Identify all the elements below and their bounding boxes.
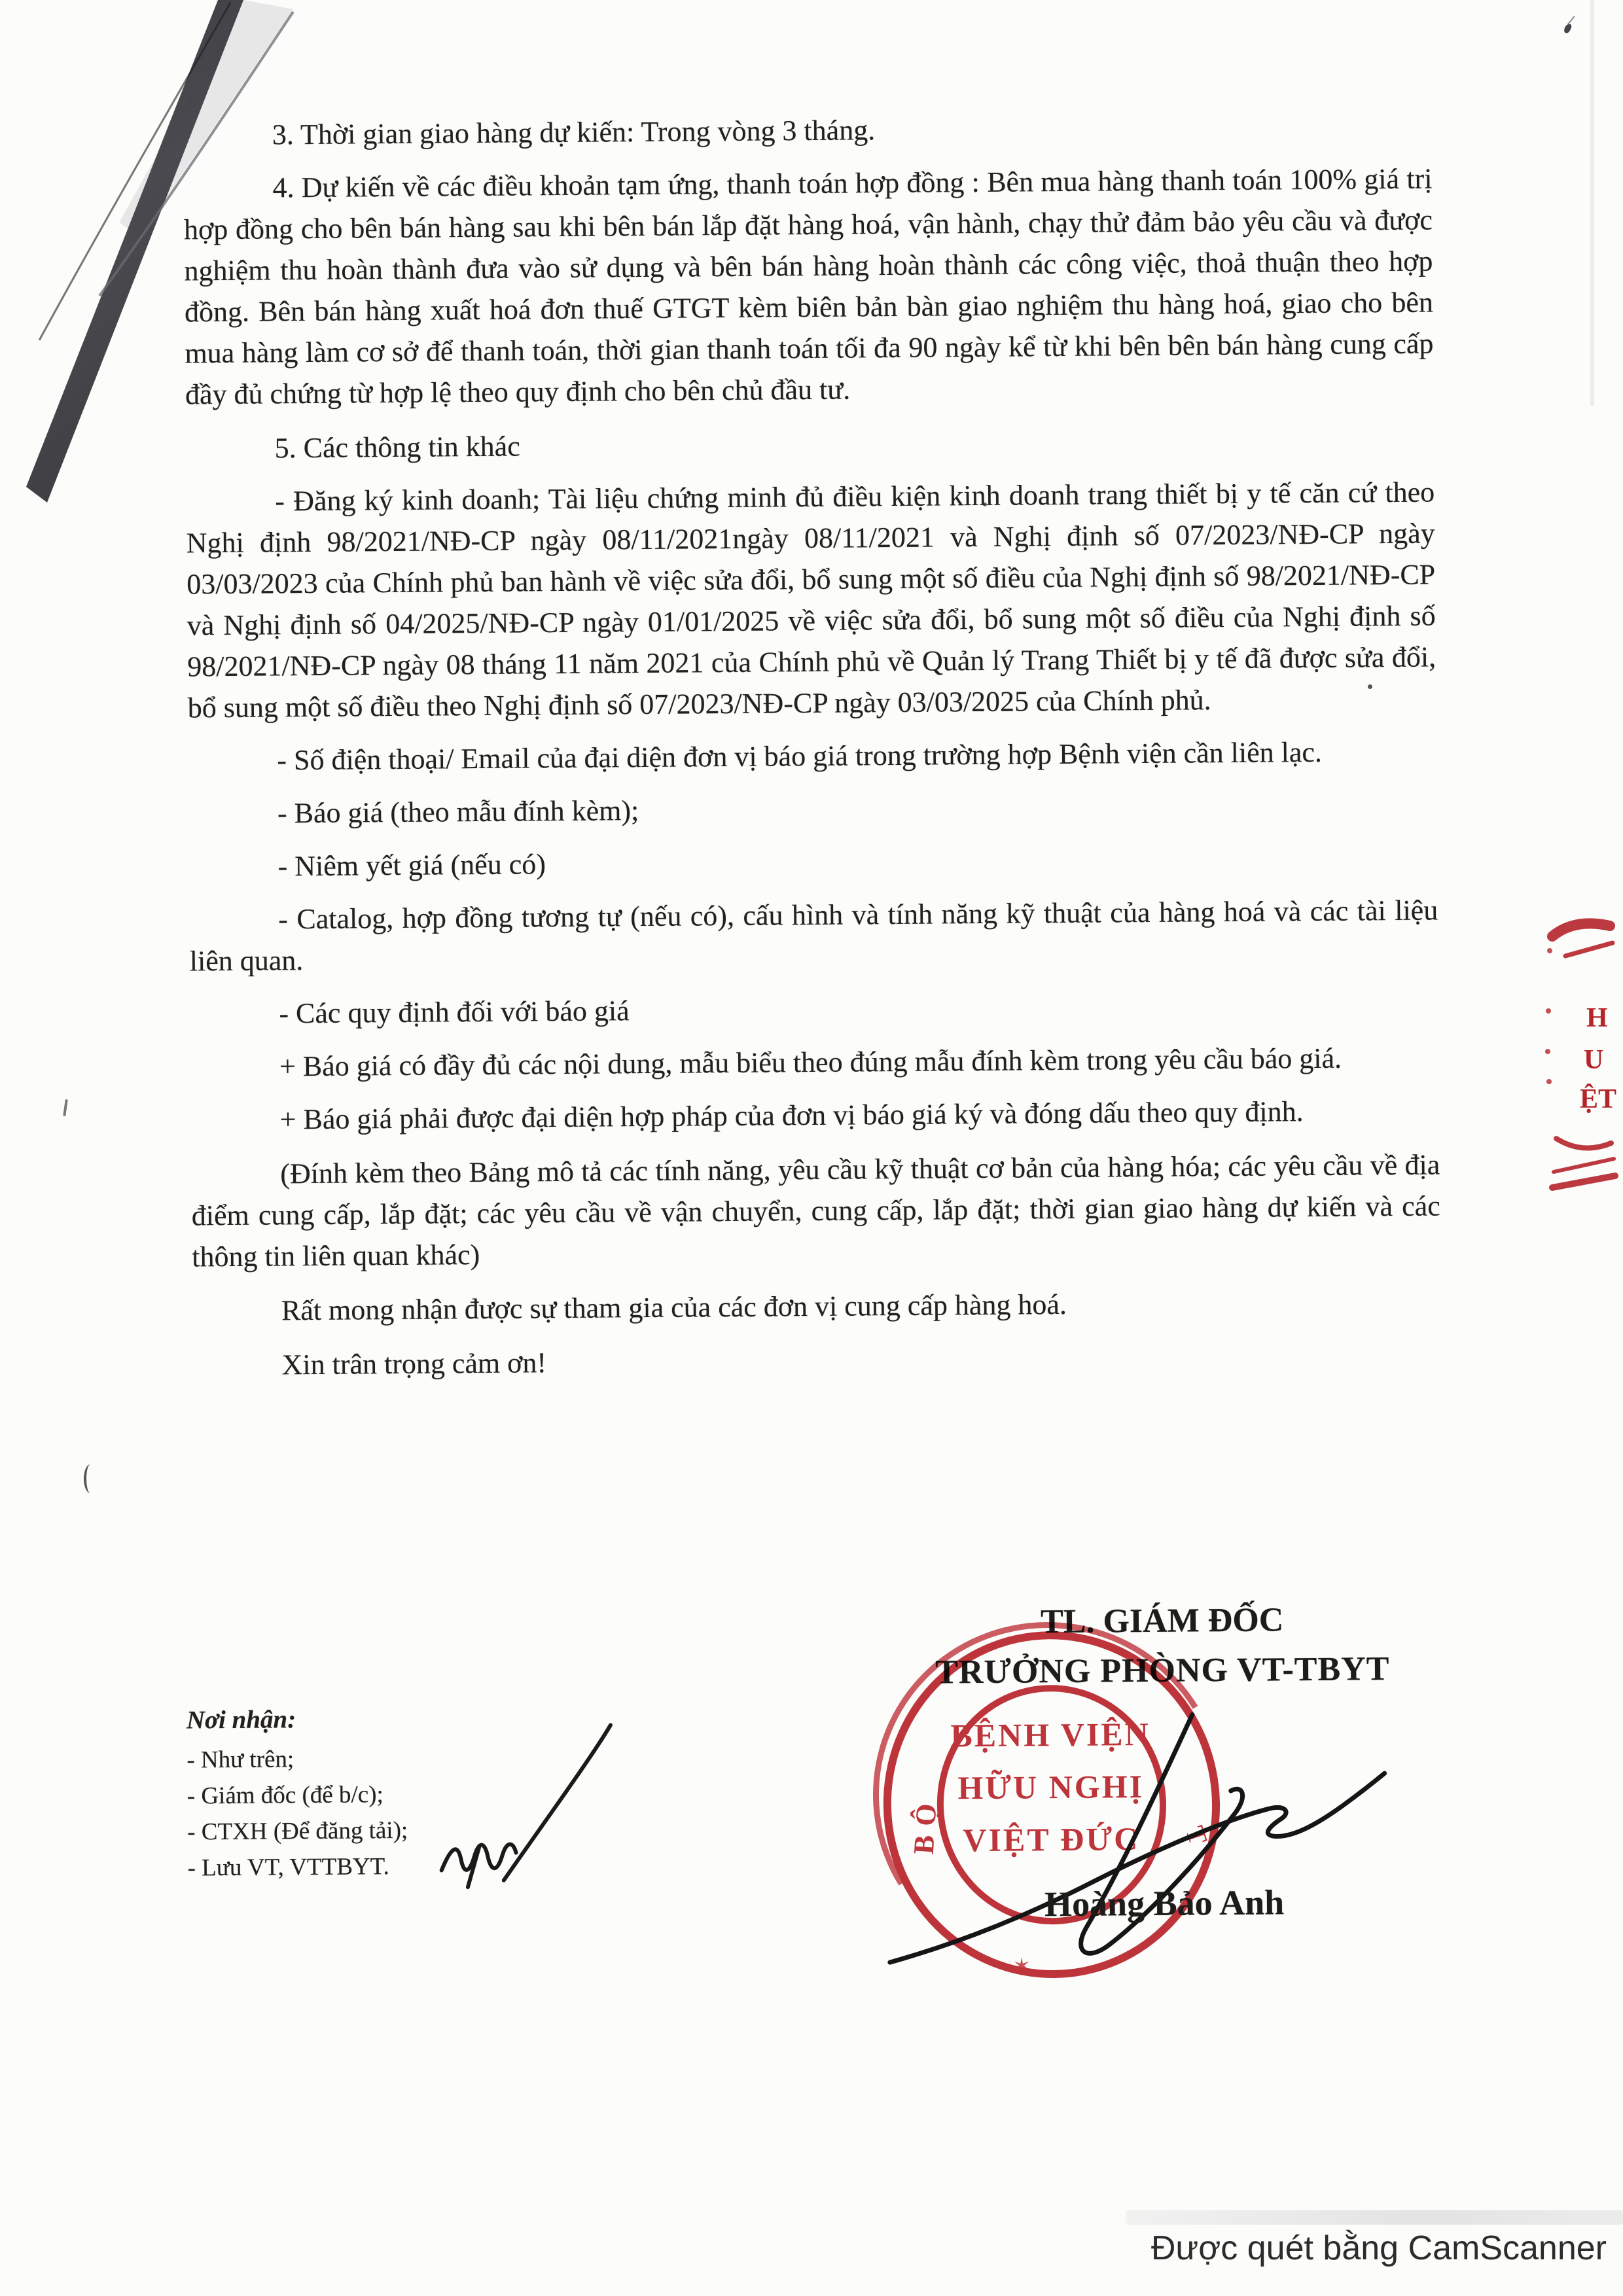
stamp-text-line1: BỆNH VIỆN xyxy=(950,1715,1150,1754)
stamp-ring-text-left: BỘ xyxy=(907,1793,944,1856)
paragraph-contact-info: - Số điện thoại/ Email của đại diện đơn vị báo giá trong trường hợp Bệnh viện cần liên lạc. xyxy=(277,735,1323,777)
handwritten-signature xyxy=(809,1677,1414,1989)
stamp-text-line2: HỮU NGHỊ xyxy=(957,1768,1145,1807)
edge-stamp-letter: U xyxy=(1584,1045,1604,1075)
recipient-item: - CTXH (Để đăng tải); xyxy=(187,1816,408,1846)
paragraph-thanks: Xin trân trọng cảm ơn! xyxy=(281,1347,547,1381)
signature-title-line2: TRƯỞNG PHÒNG VT-TBYT xyxy=(935,1650,1390,1691)
paragraph-attachment-note: (Đính kèm theo Bảng mô tả các tính năng, yêu cầu kỹ thuật cơ bản của hàng hóa; các yêu cầu về địa điểm cung cấp, lắp đặt; các yêu cầu về vận chuyển, cung cấp, lắp đặt; thời gian giao hàng dự kiến và các thông tin liên quan khác) xyxy=(191,1148,1440,1273)
section-other-info: 5. Các thông tin khác xyxy=(274,430,520,465)
stamp-star-mark: ✶ xyxy=(1012,1954,1031,1979)
edge-stamp-letter: H xyxy=(1586,1003,1608,1033)
letter-body xyxy=(183,105,1442,1398)
subbullet-signed-stamped: + Báo giá phải được đại diện hợp pháp của đơn vị báo giá ký và đóng dấu theo quy định. xyxy=(279,1095,1304,1136)
stamp-text-line3: VIỆT ĐỨC xyxy=(963,1820,1140,1859)
paragraph-invitation: Rất mong nhận được sự tham gia của các đơn vị cung cấp hàng hoá. xyxy=(281,1288,1067,1327)
bullet-quotation-rules: - Các quy định đối với báo giá xyxy=(279,995,630,1030)
scan-gray-streak xyxy=(1126,2210,1623,2225)
bullet-listed-price: - Niêm yết giá (nếu có) xyxy=(277,848,546,883)
recipient-item: - Lưu VT, VTTBYT. xyxy=(187,1853,389,1882)
recipients-header: Nơi nhận: xyxy=(186,1705,296,1735)
signature-title-line1: TL. GIÁM ĐỐC xyxy=(1040,1601,1284,1641)
paragraph-payment-terms: 4. Dự kiến về các điều khoản tạm ứng, thanh toán hợp đồng : Bên mua hàng thanh toán 100% giá trị hợp đồng cho bên bán hàng sau khi bên bán lắp đặt hàng hoá, vận hành, chạy thử đảm bảo yêu cầu và được nghiệm thu hoàn thành đưa vào sử dụng và bên bán hàng hoàn thành các công việc, thoả thuận theo hợp đồng. Bên bán hàng xuất hoá đơn thuế GTGT kèm biên bản bàn giao nghiệm thu hàng hoá, giao cho bên mua hàng làm cơ sở để thanh toán, thời gian thanh toán tối đa 90 ngày kể từ khi bên bên bán hàng cung cấp đầy đủ chứng từ hợp lệ theo quy định cho bên chủ đầu tư. xyxy=(183,162,1434,411)
edge-stamp-letter: ỆT xyxy=(1580,1084,1617,1114)
subbullet-full-content: + Báo giá có đầy đủ các nội dung, mẫu biểu theo đúng mẫu đính kèm trong yêu cầu báo giá. xyxy=(279,1042,1342,1083)
camscanner-credit: Được quét bằng CamScanner xyxy=(1150,2229,1607,2267)
paragraph-delivery-time: 3. Thời gian giao hàng dự kiến: Trong vòng 3 tháng. xyxy=(272,114,876,151)
bullet-catalog: - Catalog, hợp đồng tương tự (nếu có), cấu hình và tính năng kỹ thuật của hàng hoá và các tài liệu liên quan. xyxy=(189,894,1438,978)
paragraph-business-registration: - Đăng ký kinh doanh; Tài liệu chứng minh đủ điều kiện kinh doanh trang thiết bị y tế căn cứ theo Nghị định 98/2021/NĐ-CP ngày 08/11/2021ngày 08/11/2021 và Nghị định số 07/2023/NĐ-CP ngày 03/03/2023 của Chính phủ ban hành về việc sửa đổi, bổ sung một số điều của Nghị định số 98/2021/NĐ-CP và Nghị định số 04/2025/NĐ-CP ngày 01/01/2025 về việc sửa đổi, bổ sung một số điều của Nghị định số 98/2021/NĐ-CP ngày 08 tháng 11 năm 2021 của Chính phủ về Quản lý Trang Thiết bị y tế đã được sửa đổi, bổ sung một số điều theo Nghị định số 07/2023/NĐ-CP ngày 03/03/2025 của Chính phủ. xyxy=(186,476,1436,724)
handwritten-initials xyxy=(395,1717,632,1896)
recipient-item: - Giám đốc (để b/c); xyxy=(187,1781,383,1810)
bullet-quotation-form: - Báo giá (theo mẫu đính kèm); xyxy=(277,794,639,830)
recipient-item: - Như trên; xyxy=(187,1746,294,1774)
signer-name: Hoàng Bảo Anh xyxy=(1044,1882,1285,1924)
stamp-ring-text-right: T xyxy=(1180,1822,1214,1848)
